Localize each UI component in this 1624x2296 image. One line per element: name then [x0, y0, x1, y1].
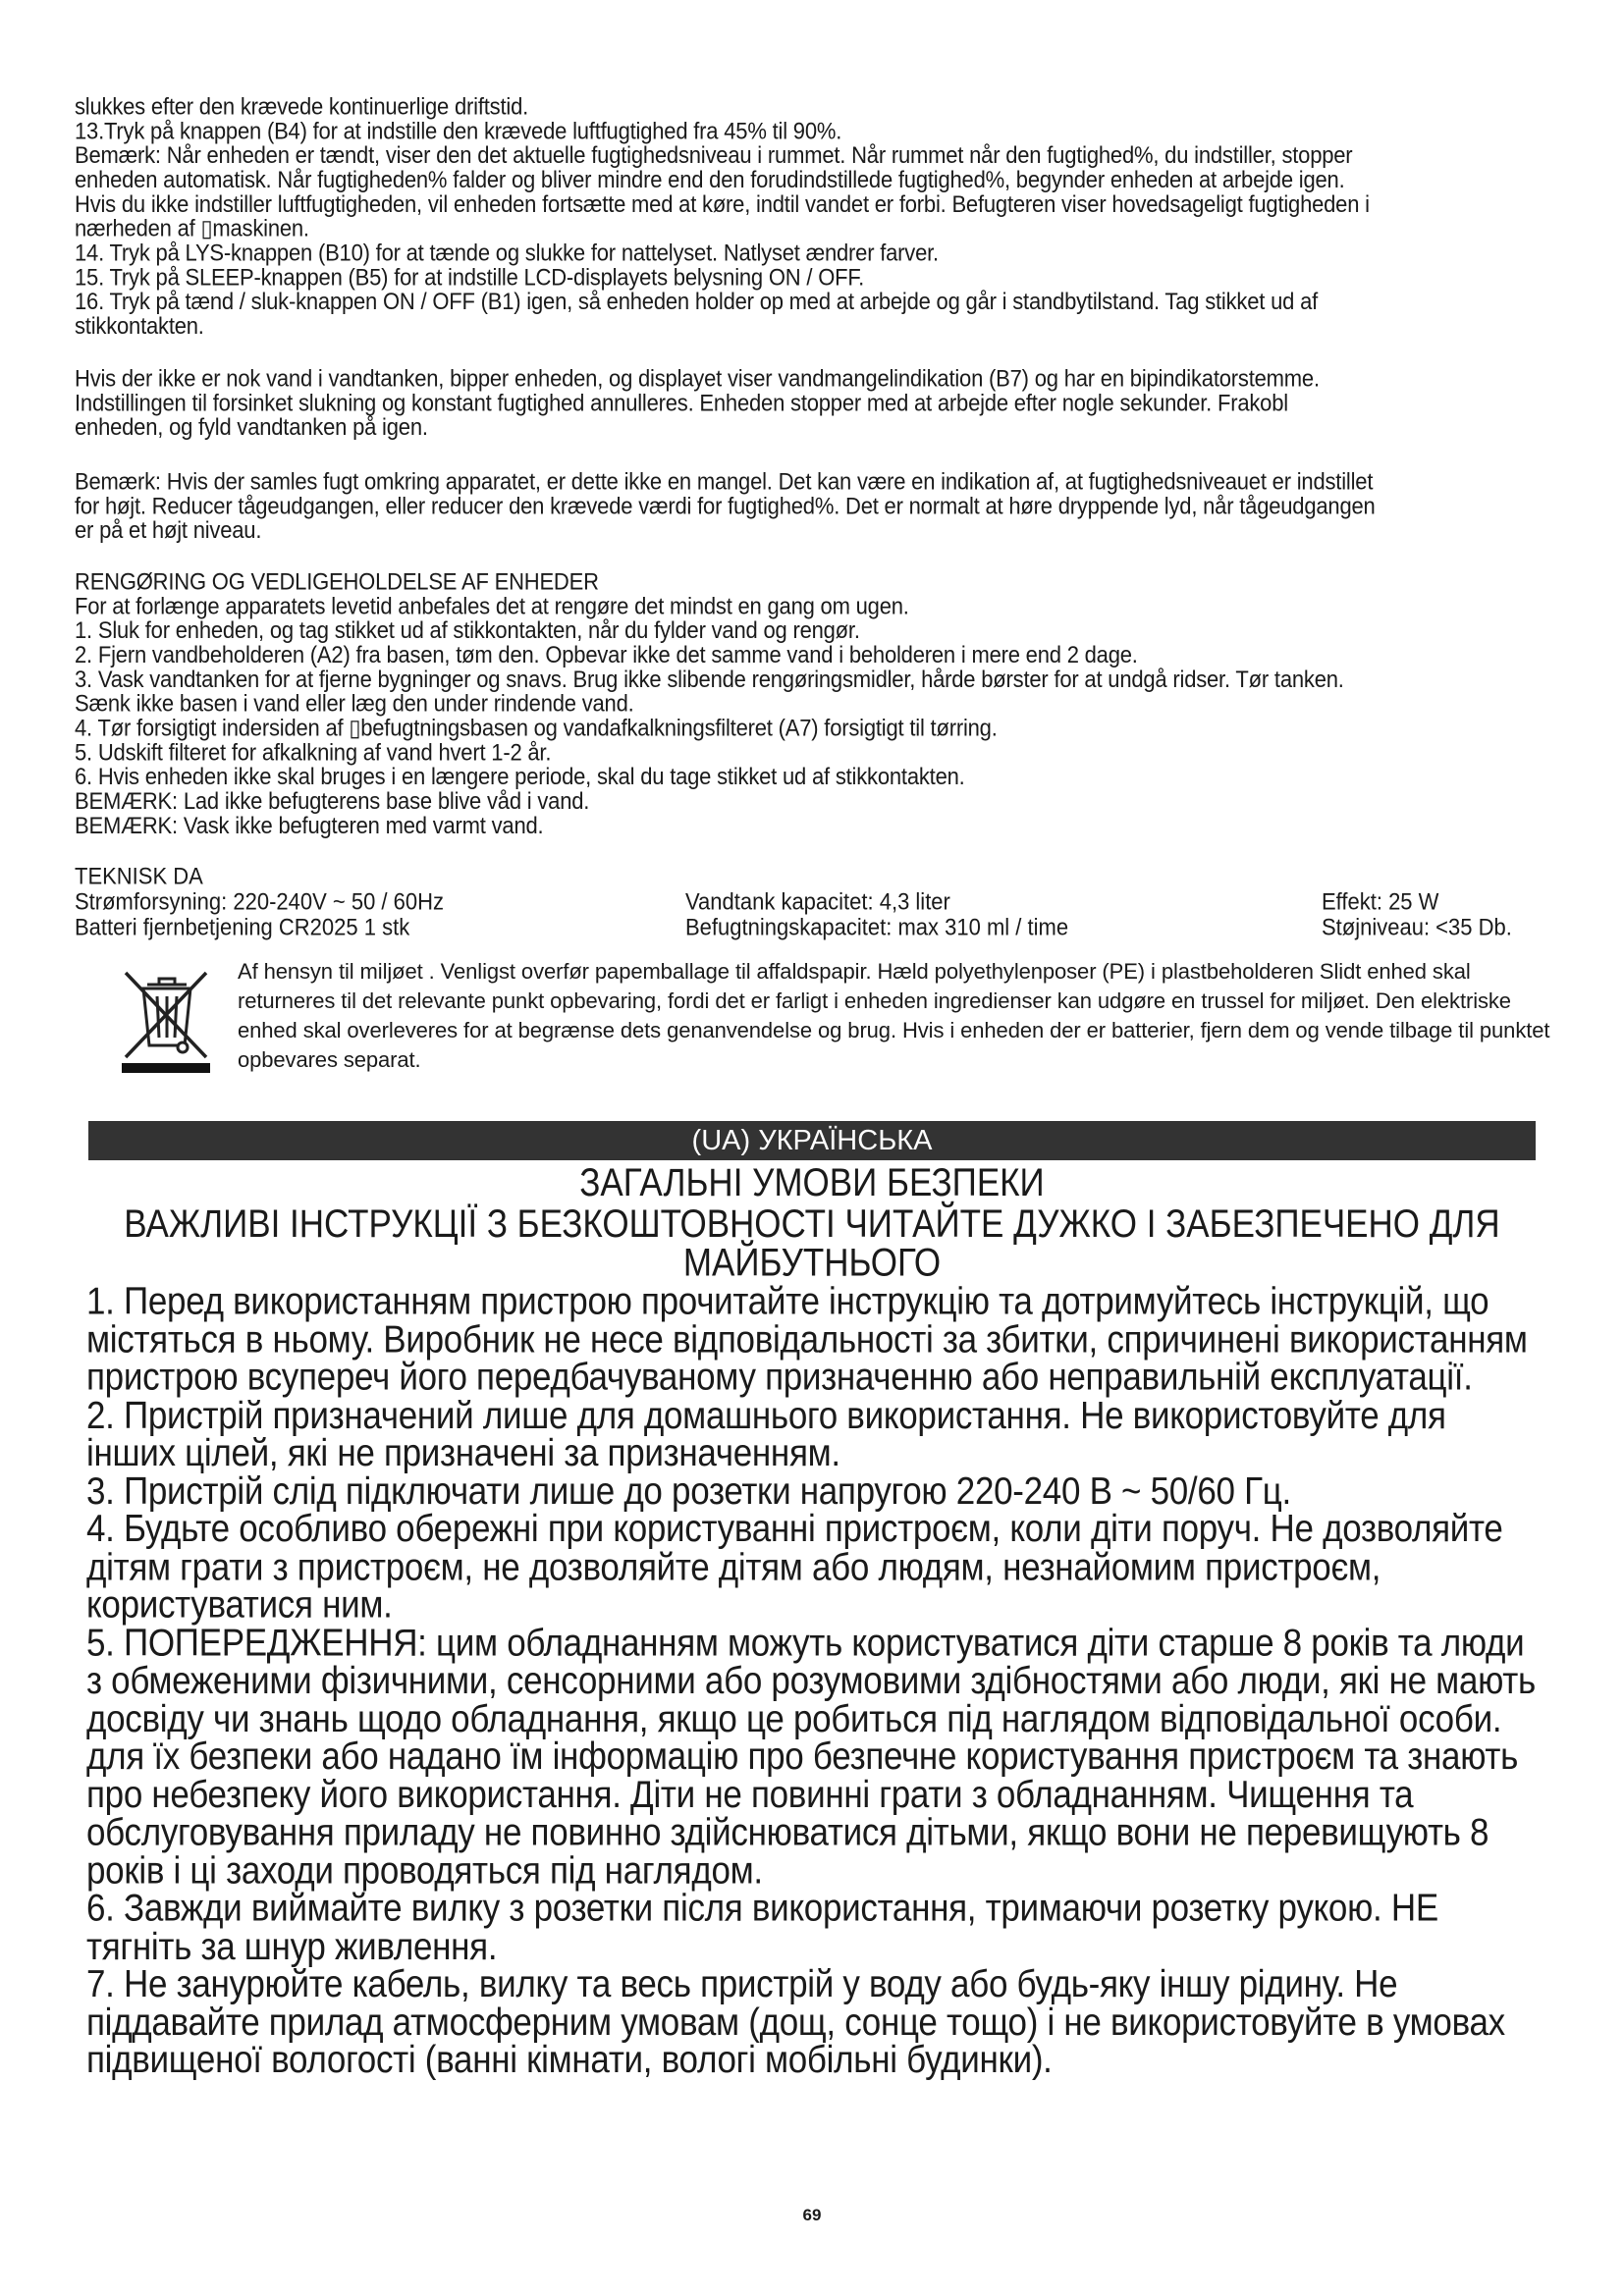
text-line: slukkes efter den krævede kontinuerlige driftstid.	[75, 92, 529, 120]
text-line: Hvis der ikke er nok vand i vandtanken, bipper enheden, og displayet viser vandmangelindikation (B7) og har en bipindikatorstemme.	[75, 364, 1320, 392]
safety-item: 2. Пристрій призначений лише для домашнього використання. Не використовуйте для інших цілей, які не призначені за призначенням.	[86, 1393, 1446, 1474]
tech-value: Støjniveau: <35 Db.	[1322, 913, 1512, 940]
text-line: 5. Udskift filteret for afkalkning af vand hvert 1-2 år.	[75, 738, 552, 766]
technical-data	[75, 864, 1547, 942]
language-banner: (UA) УКРАЇНСЬКА	[88, 1121, 1536, 1160]
safety-item: 4. Будьте особливо обережні при користуванні пристроєм, коли діти поруч. Не дозволяйте дітям грати з пристроєм, не дозволяйте дітям або людям, незнайомим пристроєм, користуватися ним.	[86, 1507, 1503, 1627]
instructions-heading: ВАЖЛИВІ ІНСТРУКЦІЇ З БЕЗКОШТОВНОСТІ ЧИТАЙТЕ ДУЖКО І ЗАБЕЗПЕЧЕНО ДЛЯ МАЙБУТНЬОГО	[124, 1201, 1500, 1285]
ukrainian-safety-list	[86, 1279, 1540, 2082]
text-line: 14. Tryk på LYS-knappen (B10) for at tænde og slukke for nattelyset. Natlyset ændrer farver.	[75, 239, 939, 266]
safety-item: 5. ПОПЕРЕДЖЕННЯ: цим обладнанням можуть користуватися діти старше 8 років та люди з обмеженими фізичними, сенсорними або розумовими здібностями або люди, які не мають досвіду чи знань щодо обладнання, якщо це робиться під наглядом відповідальної особи. для їх безпеки або надано їм інформацію про безпечне користування пристроєм та знають про небезпеку його використання. Діти не повинні грати з обладнанням. Чищення та обслуговування приладу не повинно здійснюватися дітьми, якщо вони не перевищують 8 років і ці заходи проводяться під наглядом.	[86, 1621, 1536, 1892]
text-line: 13.Tryk på knappen (B4) for at indstille den krævede luftfugtighed fra 45% til 90%.	[75, 117, 842, 144]
danish-note-section	[75, 469, 1547, 543]
environment-text: Af hensyn til miljøet . Venligst overfør papemballage til affaldspapir. Hæld polyethylenposer (PE) i plastbeholderen Slidt enhed skal returneres til det relevante punkt opbevaring, fordi det er farligt i enheden ingredienser kan udgøre en trussel for miljøet. Den elektriske enhed skal overleveres for at begrænse dets genanvendelse og brug. Hvis i enheden der er batterier, fjern dem og vende tilbage til punktet opbevares separat.	[238, 959, 1550, 1072]
text-line: Bemærk: Hvis der samles fugt omkring apparatet, er dette ikke en mangel. Det kan være en indikation af, at fugtighedsniveauet er indstillet	[75, 467, 1374, 495]
text-line: Indstillingen til forsinket slukning og konstant fugtighed annulleres. Enheden stopper med at arbejde efter nogle sekunder. Frakobl	[75, 389, 1288, 416]
text-line: For at forlænge apparatets levetid anbefales det at rengøre det mindst en gang om ugen.	[75, 592, 909, 619]
text-line: for højt. Reducer tågeudgangen, eller reducer den krævede værdi for fugtighed%. Det er normalt at høre dryppende lyd, når tågeudgangen	[75, 492, 1376, 519]
tech-col-power	[75, 889, 444, 940]
text-line: 16. Tryk på tænd / sluk-knappen ON / OFF (B1) igen, så enheden holder op med at arbejde og går i standbytilstand. Tag stikket ud af	[75, 288, 1319, 315]
tech-value: Strømforsyning: 220-240V ~ 50 / 60Hz	[75, 887, 445, 915]
text-line: enheden automatisk. Når fugtigheden% falder og bliver mindre end den forudindstillede fugtighed%, begynder enheden at arbejde igen.	[75, 166, 1345, 193]
text-line: 3. Vask vandtanken for at fjerne bygninger og snavs. Brug ikke slibende rengøringsmidler, hårde børster for at undgå ridser. Tør tanken.	[75, 666, 1344, 693]
text-line: enheden, og fyld vandtanken på igen.	[75, 413, 428, 441]
tech-value: Batteri fjernbetjening CR2025 1 stk	[75, 913, 410, 940]
tech-value: Befugtningskapacitet: max 310 ml / time	[685, 913, 1069, 940]
text-line: 15. Tryk på SLEEP-knappen (B5) for at indstille LCD-displayets belysning ON / OFF.	[75, 263, 865, 291]
tech-title: TEKNISK DA	[75, 862, 203, 889]
text-line: Sænk ikke basen i vand eller læg den under rindende vand.	[75, 690, 634, 718]
text-line: Bemærk: Når enheden er tændt, viser den det aktuelle fugtighedsniveau i rummet. Når rummet når den fugtighed%, du indstiller, stopper	[75, 141, 1353, 169]
danish-water-section	[75, 366, 1547, 440]
safety-item: 3. Пристрій слід підключати лише до розетки напругою 220-240 В ~ 50/60 Гц.	[86, 1468, 1291, 1513]
cleaning-title: RENGØRING OG VEDLIGEHOLDELSE AF ENHEDER	[75, 567, 599, 595]
text-line: Hvis du ikke indstiller luftfugtigheden, vil enheden fortsætte med at køre, indtil vandet er forbi. Befugteren viser hovedsageligt fugtigheden i	[75, 190, 1370, 218]
safety-heading: ЗАГАЛЬНІ УМОВИ БЕЗПЕКИ	[579, 1160, 1045, 1205]
danish-operation-section	[75, 94, 1547, 338]
text-line: BEMÆRK: Vask ikke befugteren med varmt vand.	[75, 812, 544, 839]
tech-col-capacity	[685, 889, 1068, 940]
page-number: 69	[802, 2206, 822, 2224]
tech-value: Effekt: 25 W	[1322, 887, 1439, 915]
text-line: 2. Fjern vandbeholderen (A2) fra basen, tøm den. Opbevar ikke det samme vand i beholderen i mere end 2 dage.	[75, 641, 1138, 668]
tech-col-power-noise	[1322, 889, 1512, 940]
text-line: nærheden af ▯maskinen.	[75, 215, 309, 242]
danish-cleaning-section	[75, 569, 1547, 837]
text-line: 1. Sluk for enheden, og tag stikket ud af stikkontakten, når du fylder vand og rengør.	[75, 616, 860, 644]
crossed-out-wheelie-bin-icon	[118, 967, 214, 1075]
text-line: 4. Tør forsigtigt indersiden af ▯befugtningsbasen og vandafkalkningsfilteret (A7) forsigtigt til tørring.	[75, 714, 998, 741]
tech-value: Vandtank kapacitet: 4,3 liter	[685, 887, 950, 915]
text-line: er på et højt niveau.	[75, 516, 262, 544]
safety-item: 6. Завжди виймайте вилку з розетки після використання, тримаючи розетку рукою. НЕ тягніть за шнур живлення.	[86, 1886, 1438, 1968]
safety-item: 1. Перед використанням пристрою прочитайте інструкцію та дотримуйтесь інструкцій, що містяться в ньому. Виробник не несе відповідальності за збитки, спричинені використанням пристрою всупереч його передбачуваному призначенню або неправильній експлуатації.	[86, 1279, 1528, 1399]
safety-item: 7. Не занурюйте кабель, вилку та весь пристрій у воду або будь-яку іншу рідину. Не піддавайте прилад атмосферним умовам (дощ, сонце тощо) і не використовуйте в умовах підвищеної вологості (ванні кімнати, вологі мобільні будинки).	[86, 1962, 1505, 2082]
text-line: 6. Hvis enheden ikke skal bruges i en længere periode, skal du tage stikket ud af stikkontakten.	[75, 763, 965, 790]
text-line: BEMÆRK: Lad ikke befugterens base blive våd i vand.	[75, 787, 590, 815]
text-line: stikkontakten.	[75, 312, 204, 340]
